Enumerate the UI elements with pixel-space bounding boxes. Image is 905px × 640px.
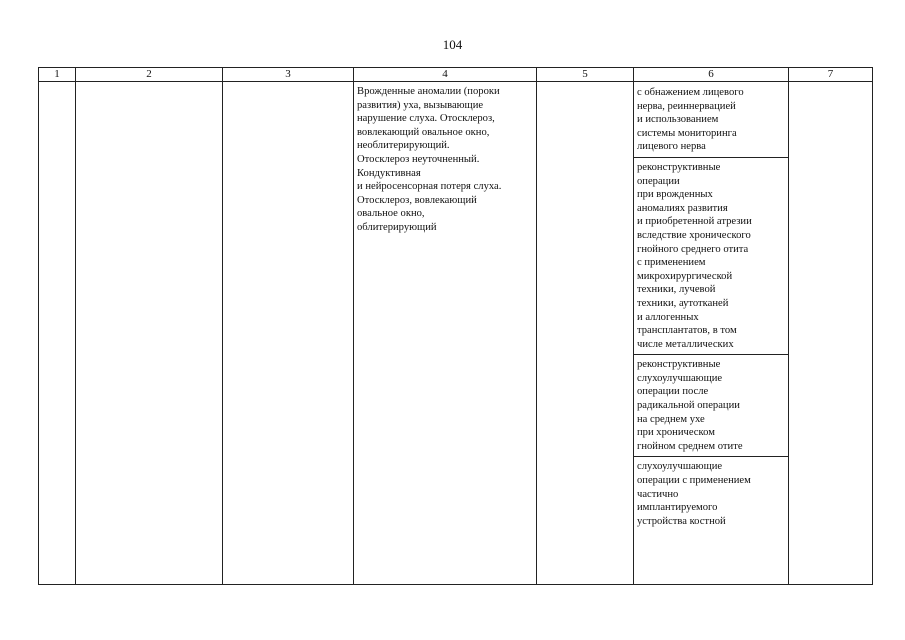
cell-diagnosis bbox=[354, 82, 537, 585]
operation-text-2: реконструктивные операции при врожденных аномалиях развития и приобретенной атрезии вследствие хронического гнойного среднего отита с применением микрохирургической техники, лучевой техники, аутотканей и аллогенных трансплантатов, в том числе металлических bbox=[637, 161, 752, 350]
header-row bbox=[39, 68, 873, 82]
cell-operation-2 bbox=[634, 157, 789, 354]
medical-procedures-table bbox=[38, 67, 873, 585]
column-header-1: 1 bbox=[39, 68, 76, 82]
operation-text-1: с обнажением лицевого нерва, реиннервацией и использованием системы мониторинга лицевого нерва bbox=[637, 87, 744, 153]
cell-col-3 bbox=[223, 82, 354, 585]
column-header-2: 2 bbox=[76, 68, 223, 82]
column-header-5: 5 bbox=[537, 68, 634, 82]
cell-col-1 bbox=[39, 82, 76, 585]
column-header-6: 6 bbox=[634, 68, 789, 82]
diagnosis-text: Врожденные аномалии (пороки развития) уха, вызывающие нарушение слуха. Отосклероз, вовлекающий овальное окно, необлитерирующий. Отосклероз неуточненный. Кондуктивная и нейросенсорная потеря слуха. Отосклероз, вовлекающий овальное окно, облитерирующий bbox=[357, 86, 502, 233]
operation-text-4: слухоулучшающие операции с применением частично имплантируемого устройства костной bbox=[637, 461, 751, 527]
cell-col-7 bbox=[789, 82, 873, 585]
cell-col-5 bbox=[537, 82, 634, 585]
table-row bbox=[39, 82, 873, 158]
cell-operation-1 bbox=[634, 82, 789, 158]
column-header-7: 7 bbox=[789, 68, 873, 82]
cell-col-2 bbox=[76, 82, 223, 585]
cell-operation-4 bbox=[634, 457, 789, 585]
page-number: 104 bbox=[442, 37, 463, 52]
operation-text-3: реконструктивные слухоулучшающие операции после радикальной операции на среднем ухе при хроническом гнойном среднем отите bbox=[637, 359, 743, 452]
column-header-4: 4 bbox=[354, 68, 537, 82]
column-header-3: 3 bbox=[223, 68, 354, 82]
cell-operation-3 bbox=[634, 355, 789, 457]
